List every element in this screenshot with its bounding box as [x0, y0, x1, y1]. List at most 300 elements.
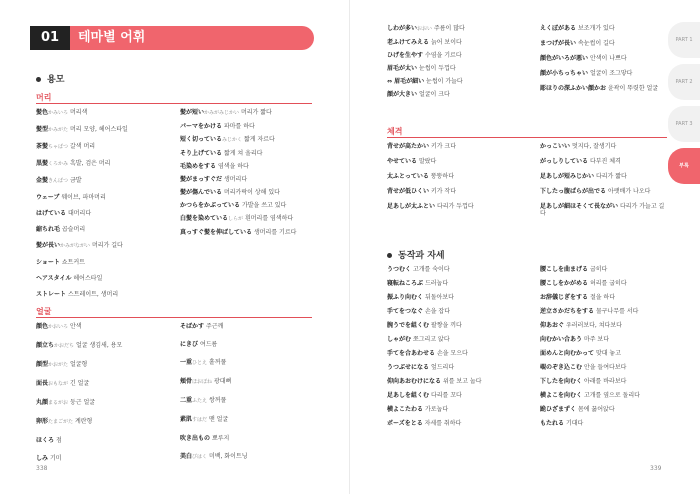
vocab-reading: かみがながい [60, 243, 91, 249]
vocab-korean: 생머리를 기르다 [253, 229, 297, 236]
vocab-japanese: 足あしを組くむ [387, 392, 430, 399]
vocab-japanese: 背せが低ひくい [387, 188, 430, 195]
vocab-korean: 몸에 꿇어앉다 [577, 406, 615, 413]
vocab-japanese: やせている [387, 158, 418, 165]
vocab-japanese: 顔色がいろが悪い [540, 55, 589, 62]
vocab-korean: 주근깨 [205, 323, 224, 330]
vocab-entry [540, 322, 670, 329]
vocab-entry [387, 158, 517, 165]
vocab-korean: 눈썹이 두껍다 [418, 65, 456, 72]
vocab-reading: すはだ [192, 417, 208, 423]
vocab-entry [36, 455, 164, 462]
vocab-japanese: 仰向あおむけになる [387, 378, 442, 385]
vocab-korean: 뾰루지 [211, 435, 230, 442]
vocab-korean: 짧게 자르다 [243, 136, 275, 143]
vocab-entry [180, 229, 312, 236]
vocab-entry [540, 85, 670, 92]
vocab-entry [36, 437, 164, 444]
bullet-icon [36, 77, 41, 82]
vocab-japanese: 短く切っている [180, 136, 223, 143]
vocab-entry [540, 70, 670, 77]
vocab-reading: かみがみじかい [204, 110, 240, 116]
vocab-japanese: ひげを生やす [387, 52, 424, 59]
vocab-entry [387, 78, 517, 85]
vocab-entry [36, 109, 164, 117]
vocab-korean: 미백, 화이트닝 [208, 453, 248, 460]
vocab-entry [180, 416, 312, 424]
vocab-japanese: 白髪を染めている [180, 215, 229, 222]
vocab-entry [540, 143, 670, 150]
vocab-korean: 맨 얼굴 [208, 416, 229, 423]
category-face: 얼굴 [36, 307, 52, 316]
vocab-japanese: 真っすぐ髪を伸ばしている [180, 229, 253, 236]
vocab-korean: 아랫배가 나오다 [607, 188, 651, 195]
vocab-entry [180, 123, 312, 130]
vocab-korean: 팔짱을 끼다 [430, 322, 462, 329]
vocab-japanese: まつげが長い [540, 40, 577, 47]
vocab-japanese: うつぶせになる [387, 364, 430, 371]
vocab-korean: 생머리다 [223, 176, 248, 183]
vocab-korean: 보조개가 있다 [577, 25, 615, 32]
vocab-japanese: うつむく [387, 266, 412, 273]
vocab-korean: 뒤돌아보다 [424, 294, 454, 301]
vocab-korean: 손을 잡다 [424, 308, 451, 315]
vocab-korean: 안색이 나쁘다 [589, 55, 627, 62]
vocab-korean: 머리 모양, 헤어스타일 [69, 126, 128, 133]
vocab-japanese: 足あしが細ほそくて長ながい [540, 203, 619, 210]
chapter-title: 테마별 어휘 [78, 30, 146, 45]
vocab-reading: ちゃぱつ [48, 144, 69, 150]
vocab-japanese: 丸顔 [36, 399, 49, 406]
vocab-entry [387, 173, 517, 180]
vocab-japanese: 腰こしを曲まげる [540, 266, 589, 273]
vocab-entry [387, 420, 517, 427]
hair-column-1 [36, 109, 164, 307]
vocab-entry [180, 435, 312, 442]
vocab-korean: 곱슬머리 [61, 226, 86, 233]
vocab-korean: 얼굴이 크다 [418, 91, 450, 98]
vocab-korean: 기대다 [565, 420, 584, 427]
vocab-japanese: ポーズをとる [387, 420, 423, 427]
vocab-korean: 수염을 기르다 [424, 52, 462, 59]
vocab-japanese: 逆立さかだちをする [540, 308, 595, 315]
vocab-japanese: 顔型 [36, 361, 49, 368]
vocab-korean: 안을 들여다보다 [583, 364, 627, 371]
vocab-japanese: ウェーブ [36, 194, 60, 201]
vocab-korean: 웨이브, 파마머리 [61, 194, 106, 201]
vocab-entry [36, 342, 164, 350]
vocab-korean: 다리가 두껍다 [436, 203, 474, 210]
vocab-entry [540, 406, 670, 413]
vocab-japanese: 下したっ腹ぱらが出でる [540, 188, 607, 195]
vocab-entry [540, 308, 670, 315]
vocab-japanese: お辞儀じぎをする [540, 294, 589, 301]
vocab-korean: 머리색 [69, 109, 88, 116]
vocab-entry [36, 380, 164, 388]
vocab-entry [180, 202, 312, 209]
vocab-korean: 고개를 숙이다 [412, 266, 450, 273]
vocab-entry [36, 275, 164, 282]
vocab-korean: 안색 [69, 323, 82, 330]
vocab-japanese: 手てを合あわせる [387, 350, 436, 357]
vocab-entry [36, 210, 164, 217]
vocab-entry [540, 392, 670, 399]
vocab-japanese: にきび [180, 341, 199, 348]
vocab-entry [540, 378, 670, 385]
vocab-korean: 자세를 취하다 [424, 420, 462, 427]
vocab-japanese: 二重 [180, 397, 193, 404]
vocab-japanese: 髪が長い [36, 242, 61, 249]
chapter-title-bar [30, 26, 314, 50]
category-divider [387, 137, 667, 138]
vocab-japanese: 卵形 [36, 418, 49, 425]
vocab-korean: 물구나무를 서다 [595, 308, 639, 315]
vocab-korean: 얼굴형 [69, 361, 88, 368]
vocab-japanese: 髪がまっすぐだ [180, 176, 223, 183]
vocab-korean: 긴 얼굴 [69, 380, 90, 387]
vocab-japanese: そり上げている [180, 150, 223, 157]
vocab-entry [180, 323, 312, 330]
vocab-korean: 머리카락이 상해 있다 [223, 189, 280, 196]
vocab-japanese: 金髪 [36, 177, 49, 184]
vocab-entry [180, 189, 312, 196]
vocab-japanese: 覗のぞき込こむ [540, 364, 583, 371]
vocab-korean: 드러눕다 [424, 280, 449, 287]
vocab-entry [180, 378, 312, 386]
vocab-reading: びはく [192, 454, 208, 460]
section-heading-appearance [36, 72, 64, 85]
vocab-japanese: えくぼがある [540, 25, 577, 32]
vocab-korean: 다부진 체격 [589, 158, 621, 165]
vocab-korean: 기미 [49, 455, 62, 462]
build-column-1 [387, 143, 517, 218]
vocab-entry [180, 341, 312, 348]
vocab-entry [387, 336, 517, 343]
vocab-reading: おおい [417, 26, 433, 32]
vocab-japanese: 顔が大きい [387, 91, 418, 98]
vocab-entry [387, 266, 517, 273]
vocab-japanese: しゃがむ [387, 336, 412, 343]
right-page [350, 0, 700, 494]
vocab-entry [540, 158, 670, 165]
vocab-entry [387, 39, 517, 46]
vocab-entry [540, 294, 670, 301]
vocab-japanese: しわが多い [387, 25, 418, 32]
vocab-entry [387, 308, 517, 315]
vocab-reading: ほおぼね [192, 379, 213, 385]
face-column-1 [36, 323, 164, 473]
vocab-entry [540, 266, 670, 273]
vocab-reading: かおがた [48, 362, 69, 368]
vocab-entry [387, 280, 517, 287]
vocab-japanese: がっしりしている [540, 158, 589, 165]
vocab-korean: 손을 모으다 [436, 350, 468, 357]
vocab-korean: 맞대 놓고 [595, 350, 622, 357]
vocab-japanese: 髪が短い [180, 109, 205, 116]
vocab-japanese: 下したを向むく [540, 378, 583, 385]
vocab-japanese: 顔色 [36, 323, 49, 330]
vocab-korean: 속눈썹이 길다 [577, 40, 615, 47]
vocab-korean: 가발을 쓰고 있다 [241, 202, 287, 209]
section-heading-motion [387, 248, 445, 261]
vocab-japanese: 毛染めをする [180, 163, 217, 170]
vocab-entry [180, 453, 312, 461]
vocab-korean: 절을 하다 [589, 294, 616, 301]
vocab-japanese: 面めんと向むかって [540, 350, 595, 357]
vocab-korean: 머리가 짧다 [240, 109, 272, 116]
vocab-japanese: パーマをかける [180, 123, 223, 130]
vocab-japanese: 頬骨 [180, 378, 193, 385]
vocab-japanese: はげている [36, 210, 67, 217]
vocab-entry [540, 203, 670, 217]
vocab-japanese: 吹き出もの [180, 435, 211, 442]
vocab-reading: かみいろ [48, 110, 69, 116]
vocab-japanese: 向むかい合あう [540, 336, 583, 343]
category-hair: 머리 [36, 93, 52, 102]
vocab-japanese: 腕うでを組くむ [387, 322, 430, 329]
vocab-entry [540, 364, 670, 371]
vocab-entry [387, 294, 517, 301]
vocab-korean: 금발 [69, 177, 82, 184]
vocab-entry [387, 322, 517, 329]
vocab-japanese: 黒髪 [36, 160, 49, 167]
vocab-korean: 스트레이트, 생머리 [67, 291, 119, 298]
face-continued-column-1 [387, 25, 517, 104]
vocab-japanese: かっこいい [540, 143, 571, 150]
build-column-2 [540, 143, 670, 225]
vocab-japanese: 髪色 [36, 109, 49, 116]
vocab-japanese: 顔が小ちっちゃい [540, 70, 589, 77]
vocab-japanese: 腰こしをかがめる [540, 280, 589, 287]
vocab-entry [387, 406, 517, 413]
vocab-reading: ふたえ [192, 398, 208, 404]
vocab-japanese: 眉毛が太い [387, 65, 418, 72]
vocab-korean: 키가 작다 [430, 188, 457, 195]
motion-column-2 [540, 266, 670, 434]
vocab-entry [180, 136, 312, 144]
vocab-korean: 마주 보다 [583, 336, 610, 343]
vocab-korean: 대머리다 [67, 210, 92, 217]
tab-part-2[interactable]: PART 2 [668, 64, 700, 100]
vocab-entry [540, 25, 670, 32]
vocab-korean: 뚱뚱하다 [430, 173, 454, 180]
vocab-entry [387, 378, 517, 385]
vocab-korean: 다리를 꼬다 [430, 392, 462, 399]
vocab-japanese: 縮ちれ毛 [36, 226, 61, 233]
vocab-japanese: 横よこを向むく [540, 392, 583, 399]
vocab-reading: ひとえ [192, 360, 208, 366]
vocab-entry [36, 259, 164, 266]
tab-appendix[interactable]: 부록 [668, 148, 700, 184]
section-heading-text: 용모 [47, 75, 65, 85]
vocab-entry [180, 163, 312, 170]
vocab-entry [36, 160, 164, 168]
vocab-korean: 점 [55, 437, 62, 444]
vocab-japanese: 振ふり向むく [387, 294, 424, 301]
vocab-korean: 갈색 머리 [69, 143, 96, 150]
vocab-entry [387, 203, 517, 210]
vocab-japanese: ストレート [36, 291, 67, 298]
vocab-korean: 위를 보고 눕다 [442, 378, 482, 385]
vocab-japanese: かつらをかぶっている [180, 202, 241, 209]
vocab-korean: 광대뼈 [213, 378, 232, 385]
vocab-reading: かおだち [54, 343, 75, 349]
vocab-entry [36, 226, 164, 233]
vocab-japanese: ヘアスタイル [36, 275, 72, 282]
vocab-entry [180, 176, 312, 183]
vocab-japanese: 足あしが短みじかい [540, 173, 595, 180]
bullet-icon [387, 253, 392, 258]
vocab-korean: 쇼트커트 [61, 259, 85, 266]
vocab-entry [36, 177, 164, 185]
vocab-japanese: 跪ひざまずく [540, 406, 577, 413]
vocab-entry [180, 109, 312, 117]
face-continued-column-2 [540, 25, 670, 100]
vocab-japanese: 手てをつなぐ [387, 308, 424, 315]
page-number-left: 338 [36, 465, 48, 472]
vocab-entry [540, 336, 670, 343]
vocab-entry [540, 280, 670, 287]
vocab-entry [36, 323, 164, 331]
vocab-japanese: 髪が傷んでいる [180, 189, 223, 196]
vocab-reading: たまごがた [48, 419, 74, 425]
vocab-japanese: 寝転ねころぶ [387, 280, 424, 287]
vocab-japanese: そばかす [180, 323, 205, 330]
vocab-korean: 둥근 얼굴 [69, 399, 96, 406]
vocab-japanese: 素肌 [180, 416, 193, 423]
vocab-entry [387, 65, 517, 72]
vocab-japanese: 仰あおぐ [540, 322, 565, 329]
vocab-korean: 얼굴 생김새, 용모 [75, 342, 123, 349]
vocab-entry [540, 420, 670, 427]
vocab-korean: 멋지다, 잘생기다 [571, 143, 617, 150]
vocab-korean: 주름이 많다 [433, 25, 465, 32]
tab-part-1[interactable]: PART 1 [668, 22, 700, 58]
vocab-korean: 머리가 길다 [91, 242, 123, 249]
vocab-entry [180, 150, 312, 157]
vocab-japanese: 老ふけてみえる [387, 39, 430, 46]
vocab-korean: 계란형 [74, 418, 93, 425]
vocab-japanese: 髪型 [36, 126, 49, 133]
vocab-japanese: 横よこたわる [387, 406, 424, 413]
vocab-japanese: 一重 [180, 359, 193, 366]
vocab-japanese: しみ [36, 455, 49, 462]
vocab-korean: 흰머리를 염색하다 [244, 215, 294, 222]
vocab-korean: 윤곽이 뚜렷한 얼굴 [607, 85, 659, 92]
vocab-entry [387, 392, 517, 399]
vocab-entry [387, 188, 517, 195]
vocab-korean: 염색을 하다 [217, 163, 249, 170]
vocab-japanese: 太ふとっている [387, 173, 429, 180]
vocab-entry [180, 359, 312, 367]
vocab-korean: 여드름 [199, 341, 218, 348]
vocab-entry [540, 40, 670, 47]
vocab-japanese: もたれる [540, 420, 565, 427]
vocab-korean: 눈썹이 가늘다 [426, 78, 463, 85]
vocab-entry [36, 126, 164, 134]
vocab-korean: 말랐다 [418, 158, 437, 165]
vocab-entry [36, 194, 164, 201]
vocab-korean: 쪼그리고 앉다 [412, 336, 450, 343]
vocab-korean: 키가 크다 [430, 143, 457, 150]
vocab-entry [36, 242, 164, 250]
vocab-entry [387, 25, 517, 33]
vocab-japanese: 茶髪 [36, 143, 49, 150]
vocab-korean: 파마를 하다 [223, 123, 255, 130]
vocab-entry [540, 55, 670, 62]
vocab-korean: 늙어 보이다 [430, 39, 462, 46]
vocab-korean: 헤어스타일 [73, 275, 103, 282]
vocab-korean: 우러러보다, 쳐다보다 [565, 322, 622, 329]
vocab-korean: 짧게 쳐 올리다 [223, 150, 263, 157]
vocab-japanese: ⇔ 眉毛が細い [387, 78, 425, 85]
vocab-entry [387, 91, 517, 98]
chapter-number: 01 [30, 26, 70, 50]
vocab-japanese: 足あしが太ふとい [387, 203, 436, 210]
hair-column-2 [180, 109, 312, 242]
vocab-japanese: 美白 [180, 453, 193, 460]
vocab-reading: みじかく [222, 137, 243, 143]
vocab-korean: 고개를 옆으로 돌리다 [583, 392, 640, 399]
vocab-entry [387, 350, 517, 357]
vocab-reading: きんぱつ [48, 178, 69, 184]
vocab-japanese: 彫ほりの深ふかい顔かお [540, 85, 607, 92]
vocab-korean: 가로눕다 [424, 406, 449, 413]
vocab-japanese: ほくろ [36, 437, 55, 444]
vocab-reading: くろかみ [48, 161, 69, 167]
vocab-entry [387, 143, 517, 150]
vocab-korean: 허리를 굽히다 [589, 280, 627, 287]
vocab-korean: 쌍꺼풀 [208, 397, 227, 404]
vocab-entry [36, 418, 164, 426]
face-column-2 [180, 323, 312, 472]
vocab-entry [540, 173, 670, 180]
vocab-japanese: 背せが高たかい [387, 143, 430, 150]
vocab-reading: まるがお [48, 400, 69, 406]
vocab-reading: かみがた [48, 127, 69, 133]
vocab-korean: 다리가 짧다 [595, 173, 627, 180]
vocab-entry [387, 364, 517, 371]
motion-column-1 [387, 266, 517, 434]
vocab-entry [180, 215, 312, 223]
vocab-entry [36, 143, 164, 151]
vocab-entry [180, 397, 312, 405]
vocab-korean: 다리가 가늘고 길다 [540, 203, 665, 217]
vocab-reading: おもなが [48, 381, 69, 387]
vocab-japanese: 面長 [36, 380, 49, 387]
page-number-right: 339 [650, 465, 662, 472]
vocab-entry [36, 361, 164, 369]
category-divider [36, 317, 312, 318]
tab-part-3[interactable]: PART 3 [668, 106, 700, 142]
vocab-korean: 아래를 바라보다 [583, 378, 627, 385]
vocab-korean: 엎드리다 [430, 364, 455, 371]
section-heading-text: 동작과 자세 [398, 251, 445, 261]
vocab-japanese: ショート [36, 259, 60, 266]
vocab-entry [36, 399, 164, 407]
vocab-entry [36, 291, 164, 298]
vocab-reading: かおいろ [48, 324, 69, 330]
vocab-korean: 홑꺼풀 [208, 359, 227, 366]
vocab-entry [540, 188, 670, 195]
vocab-korean: 흑발, 검은 머리 [69, 160, 111, 167]
category-build: 체격 [387, 127, 403, 136]
vocab-entry [387, 52, 517, 59]
vocab-korean: 굽히다 [589, 266, 608, 273]
vocab-korean: 얼굴이 조그맣다 [589, 70, 633, 77]
vocab-reading: しらが [228, 216, 244, 222]
vocab-entry [540, 350, 670, 357]
